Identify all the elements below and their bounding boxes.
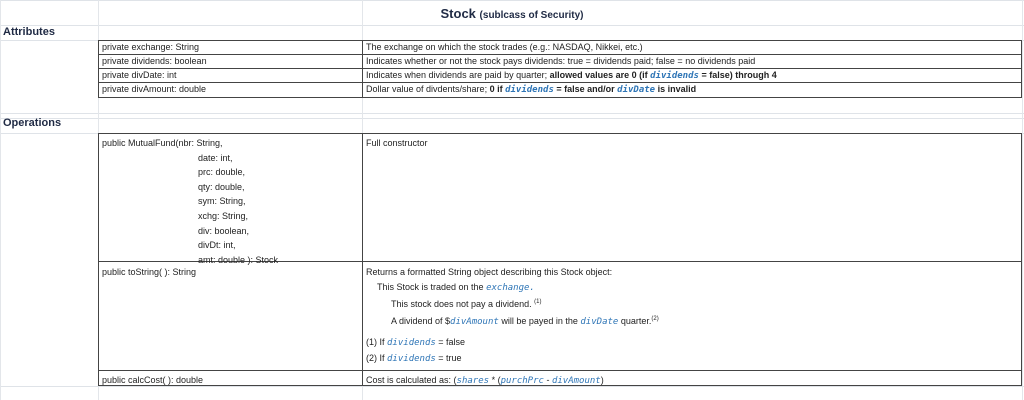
constructor-param: xchg: String, <box>198 210 249 221</box>
calccost-text: ) <box>600 375 604 385</box>
calccost-text: - <box>543 375 552 385</box>
grid-line <box>0 0 1 400</box>
attribute-desc <box>363 83 1021 96</box>
footnote-text: (1) If <box>366 337 388 348</box>
code-identifier: dividends <box>505 85 554 95</box>
code-identifier: shares <box>456 376 490 386</box>
grid-line <box>0 25 1024 26</box>
code-identifier: dividends <box>650 71 699 81</box>
footnote-text: (2) If <box>366 352 388 363</box>
constructor-param: prc: double, <box>198 167 246 178</box>
attribute-desc-text: = false) through 4 <box>698 70 777 80</box>
operations-signature-box <box>98 133 364 386</box>
tostring-desc-line <box>366 280 1018 296</box>
attribute-desc: Indicates whether or not the stock pays dividends: true = dividends paid; false = no dividends paid <box>363 55 1021 69</box>
constructor-param: div: boolean, <box>198 225 250 236</box>
title-subtitle: (sublcass of Security) <box>479 10 584 21</box>
tostring-text: A dividend of $ <box>391 315 451 326</box>
attribute-desc-text: = false and/or <box>553 84 618 94</box>
footnote-2 <box>366 351 1018 367</box>
tostring-desc-line <box>366 295 1018 312</box>
constructor-param: amt: double ): Stock <box>198 254 279 265</box>
attribute-sig: private divAmount: double <box>102 84 207 94</box>
tostring-desc-line <box>366 312 1018 330</box>
constructor-description <box>363 134 1021 262</box>
constructor-first-line: public MutualFund(nbr: String, <box>102 138 223 148</box>
code-identifier: dividends <box>387 338 436 349</box>
constructor-param: date: int, <box>198 152 233 163</box>
constructor-param: qty: double, <box>198 181 245 192</box>
footnote-marker: (1) <box>534 299 542 306</box>
code-identifier: divDate <box>580 316 619 327</box>
code-identifier: divAmount <box>450 316 499 327</box>
footnote-marker: (2) <box>651 315 659 322</box>
attribute-sig: private exchange: String <box>99 41 363 55</box>
operations-description-box <box>362 133 1022 386</box>
constructor-param: divDt: int, <box>198 240 236 251</box>
code-identifier: divDate <box>617 85 656 95</box>
calccost-signature <box>99 371 363 390</box>
page-title <box>362 6 662 21</box>
attribute-desc-text: Indicates when dividends are paid by quarter; <box>366 70 550 80</box>
calccost-description <box>363 371 1021 391</box>
attribute-desc <box>363 69 1021 83</box>
title-text: Stock <box>440 6 476 21</box>
footnote-text: = false <box>435 337 466 348</box>
operations-label: Operations <box>3 117 62 129</box>
constructor-param: sym: String, <box>198 196 246 207</box>
attribute-desc-text: Dollar value of divdents/share; <box>366 84 490 94</box>
attribute-desc-text: allowed values are 0 (if <box>549 70 651 80</box>
code-identifier: divAmount <box>551 376 601 386</box>
footnote-1 <box>366 335 1018 351</box>
constructor-signature <box>99 134 363 265</box>
tostring-text: will be payed in the <box>498 315 581 326</box>
calccost-text: Cost is calculated as: ( <box>366 375 457 385</box>
calccost-sig-text: public calcCost( ): double <box>102 375 204 385</box>
code-identifier: exchange <box>486 282 530 293</box>
attribute-desc: The exchange on which the stock trades (e.g.: NASDAQ, Nikkei, etc.) <box>363 41 1021 55</box>
grid-line <box>0 118 1024 119</box>
attributes-signature-box <box>98 40 364 98</box>
tostring-sig-text: public toString( ): String <box>102 267 197 277</box>
attributes-label: Attributes <box>3 26 55 38</box>
attribute-desc-text: 0 if <box>489 84 506 94</box>
attribute-sig: private dividends: boolean <box>99 55 363 69</box>
attribute-sig: private divDate: int <box>99 69 363 83</box>
calccost-text: * ( <box>489 375 501 385</box>
tostring-text: This Stock is traded on the <box>377 281 487 292</box>
grid-line <box>0 0 1024 1</box>
code-punct: . <box>529 282 535 293</box>
grid-line <box>0 113 1024 114</box>
grid-line <box>1022 0 1023 400</box>
attributes-description-box <box>362 40 1022 98</box>
tostring-text: This stock does not pay a dividend. <box>391 299 532 310</box>
tostring-text: quarter. <box>618 315 652 326</box>
tostring-description <box>363 263 1021 371</box>
code-identifier: dividends <box>387 353 436 364</box>
tostring-signature <box>99 263 363 371</box>
footnote-text: = true <box>435 352 462 363</box>
tostring-desc-line: Returns a formatted String object describing this Stock object: <box>366 267 613 277</box>
constructor-desc-text: Full constructor <box>366 138 428 148</box>
attribute-desc-text: is invalid <box>655 84 697 94</box>
code-identifier: purchPrc <box>500 376 544 386</box>
